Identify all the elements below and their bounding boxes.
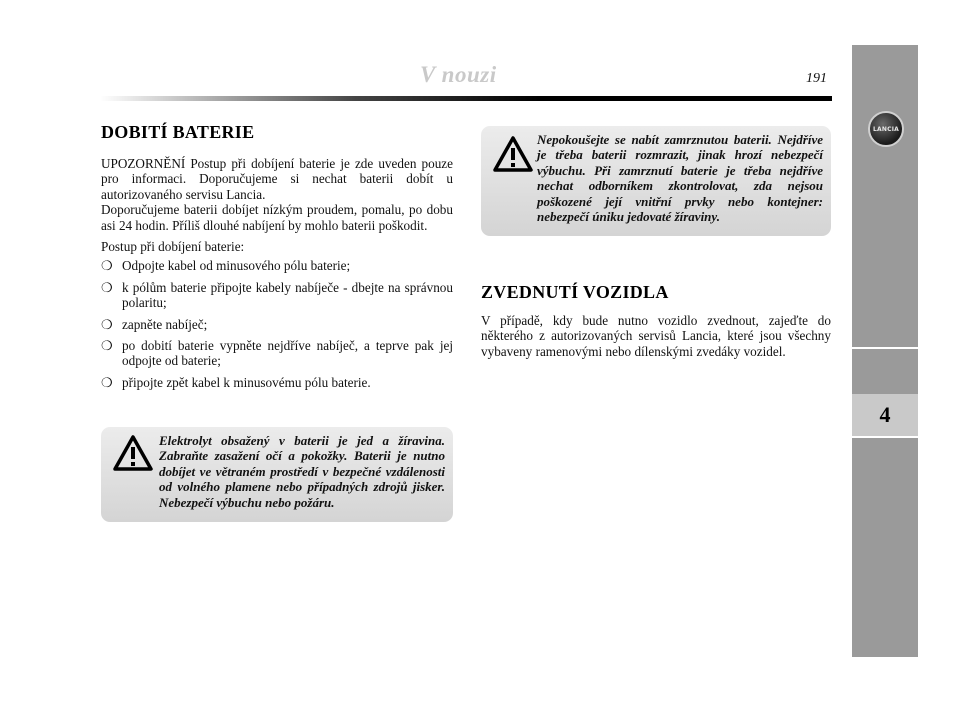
lancia-logo-icon xyxy=(868,111,904,147)
page-number: 191 xyxy=(806,71,827,86)
circle-bullet-icon: ❍ xyxy=(101,374,113,390)
warning-text-wrap xyxy=(111,433,445,510)
chapter-number: 4 xyxy=(852,394,918,436)
circle-bullet-icon: ❍ xyxy=(101,258,113,274)
warning-text-wrap xyxy=(489,132,823,224)
battery-recommendation-paragraph: Doporučujeme baterii dobíjet nízkým proudem, pomalu, po dobu asi 24 hodin. Příliš dlouhé nabíjení by mohlo baterii poškodit. xyxy=(101,202,453,233)
circle-bullet-icon: ❍ xyxy=(101,316,113,332)
warning-text: Nepokoušejte se nabít zamrznutou baterii. Nejdříve je třeba baterii rozmrazit, jinak hrozí nebezpečí výbuchu. Při zamrznutí baterie je třeba nejdříve nechat odborníkem zkontrolovat, zda nejsou poškozené její vnitřní prvky nebo kontejner: nebezpečí úniku jedovaté žíraviny. xyxy=(537,132,823,225)
step-text: připojte zpět kabel k minusovému pólu baterie. xyxy=(122,374,371,390)
list-item xyxy=(101,375,453,390)
electrolyte-warning-box xyxy=(101,427,453,522)
step-text: Odpojte kabel od minusového pólu baterie; xyxy=(122,258,351,274)
logo-text: LANCIA xyxy=(873,125,899,133)
frozen-battery-warning-box xyxy=(481,126,831,236)
list-item xyxy=(101,317,453,332)
battery-charging-text xyxy=(101,156,453,396)
section-heading-battery: DOBITÍ BATERIE xyxy=(101,122,255,142)
warning-triangle-icon xyxy=(493,136,533,172)
lifting-text xyxy=(481,313,831,359)
step-text: k pólům baterie připojte kabely nabíječe - dbejte na správnou polaritu; xyxy=(122,279,453,311)
battery-note-paragraph: UPOZORNĚNÍ Postup při dobíjení baterie je zde uveden pouze pro informaci. Doporučujeme si nechat baterii dobít u autorizovaného servisu Lancia. xyxy=(101,156,453,202)
list-item xyxy=(101,338,453,369)
list-item xyxy=(101,258,453,273)
lifting-paragraph: V případě, kdy bude nutno vozidlo zvednout, zajeďte do některého z autorizovaných servisů Lancia, které jsou všechny vybaveny ramenovými nebo dílenskými zvedáky vozidel. xyxy=(481,313,831,359)
warning-text: Elektrolyt obsažený v baterii je jed a žíravina. Zabraňte zasažení očí a pokožky. Baterii je nutno dobíjet ve větraném prostředí v bezpečné vzdálenosti od volného plamene nebo případných zdrojů jisker. Nebezpečí výbuchu nebo požáru. xyxy=(159,433,445,510)
procedure-steps xyxy=(101,258,453,390)
step-text: zapněte nabíječ; xyxy=(122,316,208,332)
procedure-intro: Postup při dobíjení baterie: xyxy=(101,239,245,255)
list-item xyxy=(101,280,453,311)
section-heading-lifting: ZVEDNUTÍ VOZIDLA xyxy=(481,282,669,302)
chapter-running-title: V nouzi xyxy=(420,62,497,87)
tab-divider xyxy=(852,436,918,438)
chapter-side-tab xyxy=(852,45,918,657)
step-text: po dobití baterie vypněte nejdříve nabíječ, a teprve pak jej odpojte od baterie; xyxy=(122,338,453,369)
header-rule xyxy=(100,96,832,101)
circle-bullet-icon: ❍ xyxy=(101,338,113,354)
circle-bullet-icon: ❍ xyxy=(101,279,113,295)
tab-divider xyxy=(852,347,918,349)
warning-triangle-icon xyxy=(113,435,153,471)
